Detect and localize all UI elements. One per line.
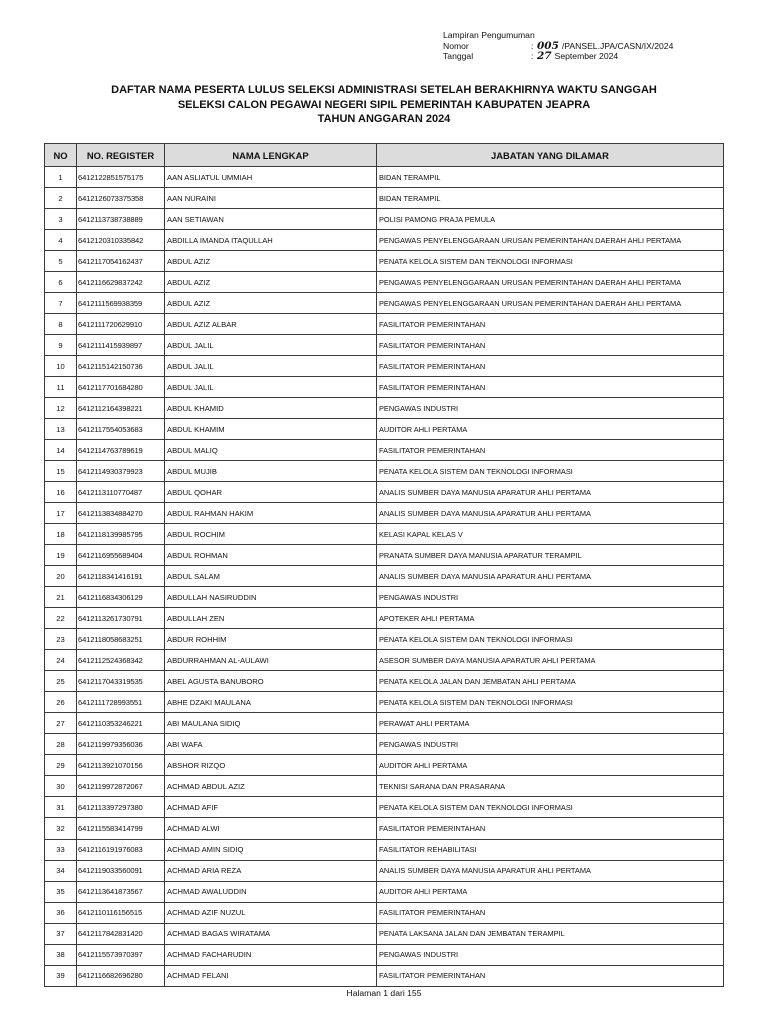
cell-jabatan: PENATA KELOLA SISTEM DAN TEKNOLOGI INFORMASI	[377, 629, 724, 650]
nomor-handwritten: 005	[537, 39, 559, 52]
table-row	[45, 230, 724, 251]
cell-jabatan: POLISI PAMONG PRAJA PEMULA	[377, 209, 724, 230]
cell-no: 23	[45, 629, 77, 650]
table-row	[45, 818, 724, 839]
cell-jabatan: ASESOR SUMBER DAYA MANUSIA APARATUR AHLI PERTAMA	[377, 650, 724, 671]
cell-no: 31	[45, 797, 77, 818]
table-row	[45, 566, 724, 587]
table-row	[45, 398, 724, 419]
cell-nama-lengkap: ABDUL AZIZ ALBAR	[165, 314, 377, 335]
cell-no-register: 6412115142150736	[77, 356, 165, 377]
cell-jabatan: FASILITATOR PEMERINTAHAN	[377, 818, 724, 839]
cell-no: 33	[45, 839, 77, 860]
table-row	[45, 965, 724, 986]
cell-jabatan: FASILITATOR PEMERINTAHAN	[377, 440, 724, 461]
cell-no: 37	[45, 923, 77, 944]
nomor-value: /PANSEL.JPA/CASN/IX/2024	[561, 40, 674, 51]
cell-no: 18	[45, 524, 77, 545]
lampiran-label: Lampiran Pengumuman	[443, 30, 535, 40]
table-row	[45, 251, 724, 272]
cell-no-register: 6412112164398221	[77, 398, 165, 419]
cell-nama-lengkap: ABDILLA IMANDA ITAQULLAH	[165, 230, 377, 251]
cell-jabatan: PENATA KELOLA SISTEM DAN TEKNOLOGI INFORMASI	[377, 251, 724, 272]
table-row	[45, 923, 724, 944]
table-row	[45, 272, 724, 293]
cell-no-register: 6412111720629910	[77, 314, 165, 335]
table-row	[45, 608, 724, 629]
table-row	[45, 461, 724, 482]
lampiran-line	[443, 30, 743, 41]
cell-no: 9	[45, 335, 77, 356]
cell-nama-lengkap: ACHMAD AMIN SIDIQ	[165, 839, 377, 860]
cell-nama-lengkap: ABDUL ROHMAN	[165, 545, 377, 566]
cell-nama-lengkap: ABDUL MUJIB	[165, 461, 377, 482]
cell-no: 30	[45, 776, 77, 797]
table-row	[45, 503, 724, 524]
cell-jabatan: TEKNISI SARANA DAN PRASARANA	[377, 776, 724, 797]
cell-no: 15	[45, 461, 77, 482]
cell-no-register: 6412111415939897	[77, 335, 165, 356]
cell-no-register: 6412113641873567	[77, 881, 165, 902]
cell-jabatan: ANALIS SUMBER DAYA MANUSIA APARATUR AHLI PERTAMA	[377, 482, 724, 503]
cell-nama-lengkap: ABDUL QOHAR	[165, 482, 377, 503]
table-row	[45, 839, 724, 860]
cell-nama-lengkap: ABDUL SALAM	[165, 566, 377, 587]
cell-no: 25	[45, 671, 77, 692]
table-header-row	[45, 144, 724, 167]
nomor-label: Nomor	[443, 40, 469, 51]
cell-nama-lengkap: ABDUL AZIZ	[165, 272, 377, 293]
cell-jabatan: PENATA LAKSANA JALAN DAN JEMBATAN TERAMPIL	[377, 923, 724, 944]
cell-nama-lengkap: ABDUL MALIQ	[165, 440, 377, 461]
cell-no-register: 6412119033560091	[77, 860, 165, 881]
cell-no-register: 6412110116156515	[77, 902, 165, 923]
cell-nama-lengkap: ACHMAD ALWI	[165, 818, 377, 839]
cell-no-register: 6412113261730791	[77, 608, 165, 629]
cell-nama-lengkap: ACHMAD AZIF NUZUL	[165, 902, 377, 923]
cell-jabatan: BIDAN TERAMPIL	[377, 167, 724, 188]
cell-jabatan: FASILITATOR REHABILITASI	[377, 839, 724, 860]
cell-jabatan: PENGAWAS INDUSTRI	[377, 398, 724, 419]
cell-jabatan: PRANATA SUMBER DAYA MANUSIA APARATUR TERAMPIL	[377, 545, 724, 566]
cell-no: 28	[45, 734, 77, 755]
cell-no: 1	[45, 167, 77, 188]
table-row	[45, 356, 724, 377]
table-row	[45, 293, 724, 314]
cell-jabatan: ANALIS SUMBER DAYA MANUSIA APARATUR AHLI PERTAMA	[377, 566, 724, 587]
title-line-2: SELEKSI CALON PEGAWAI NEGERI SIPIL PEMERINTAH KABUPATEN JEAPRA	[177, 98, 591, 111]
cell-jabatan: PENGAWAS INDUSTRI	[377, 587, 724, 608]
cell-no-register: 6412116834306129	[77, 587, 165, 608]
table-row	[45, 734, 724, 755]
cell-no-register: 6412113738738889	[77, 209, 165, 230]
cell-jabatan: PENGAWAS PENYELENGGARAAN URUSAN PEMERINTAHAN DAERAH AHLI PERTAMA	[377, 230, 724, 251]
table-row	[45, 587, 724, 608]
table-row	[45, 797, 724, 818]
table-row	[45, 545, 724, 566]
cell-jabatan: PENGAWAS INDUSTRI	[377, 734, 724, 755]
table-row	[45, 419, 724, 440]
cell-no-register: 6412112524368342	[77, 650, 165, 671]
cell-jabatan: BIDAN TERAMPIL	[377, 188, 724, 209]
title-line-3: TAHUN ANGGARAN 2024	[317, 113, 451, 125]
cell-no: 24	[45, 650, 77, 671]
cell-jabatan: PENATA KELOLA SISTEM DAN TEKNOLOGI INFORMASI	[377, 797, 724, 818]
title-line-1: DAFTAR NAMA PESERTA LULUS SELEKSI ADMINISTRASI SETELAH BERAKHIRNYA WAKTU SANGGAH	[111, 84, 657, 96]
table-row	[45, 335, 724, 356]
table-row	[45, 167, 724, 188]
cell-no-register: 6412126073375358	[77, 188, 165, 209]
cell-no-register: 6412116955689404	[77, 545, 165, 566]
cell-nama-lengkap: ABEL AGUSTA BANUBORO	[165, 671, 377, 692]
cell-no: 16	[45, 482, 77, 503]
cell-jabatan: FASILITATOR PEMERINTAHAN	[377, 314, 724, 335]
cell-no-register: 6412122851575175	[77, 167, 165, 188]
cell-no-register: 6412115583414799	[77, 818, 165, 839]
table-row	[45, 671, 724, 692]
cell-nama-lengkap: ACHMAD AWALUDDIN	[165, 881, 377, 902]
cell-jabatan: AUDITOR AHLI PERTAMA	[377, 755, 724, 776]
cell-no: 26	[45, 692, 77, 713]
cell-no: 29	[45, 755, 77, 776]
cell-jabatan: FASILITATOR PEMERINTAHAN	[377, 356, 724, 377]
cell-no-register: 6412117842831420	[77, 923, 165, 944]
cell-no-register: 6412116191976083	[77, 839, 165, 860]
cell-no: 19	[45, 545, 77, 566]
cell-no-register: 6412111569938359	[77, 293, 165, 314]
cell-no-register: 6412110353246221	[77, 713, 165, 734]
cell-no-register: 6412113834884270	[77, 503, 165, 524]
cell-jabatan: FASILITATOR PEMERINTAHAN	[377, 902, 724, 923]
cell-no: 32	[45, 818, 77, 839]
header-nama-lengkap: NAMA LENGKAP	[165, 144, 377, 167]
cell-no: 6	[45, 272, 77, 293]
cell-nama-lengkap: ACHMAD ARIA REZA	[165, 860, 377, 881]
cell-no: 3	[45, 209, 77, 230]
cell-no-register: 6412113921070156	[77, 755, 165, 776]
cell-jabatan: FASILITATOR PEMERINTAHAN	[377, 377, 724, 398]
cell-no-register: 6412118341416191	[77, 566, 165, 587]
tanggal-line	[443, 51, 743, 62]
table-row	[45, 188, 724, 209]
tanggal-separator: :	[531, 51, 534, 61]
table-row	[45, 776, 724, 797]
cell-no: 13	[45, 419, 77, 440]
cell-no-register: 6412115573970397	[77, 944, 165, 965]
table-row	[45, 377, 724, 398]
cell-no-register: 6412117554053683	[77, 419, 165, 440]
document-title	[0, 83, 768, 127]
tanggal-handwritten: 27	[537, 50, 552, 62]
cell-no: 2	[45, 188, 77, 209]
cell-nama-lengkap: ABHE DZAKI MAULANA	[165, 692, 377, 713]
cell-no-register: 6412111728993551	[77, 692, 165, 713]
cell-no: 7	[45, 293, 77, 314]
cell-no: 35	[45, 881, 77, 902]
cell-no: 36	[45, 902, 77, 923]
cell-no: 10	[45, 356, 77, 377]
cell-nama-lengkap: ABI MAULANA SIDIQ	[165, 713, 377, 734]
cell-no-register: 6412114763789619	[77, 440, 165, 461]
table-row	[45, 881, 724, 902]
cell-jabatan: FASILITATOR PEMERINTAHAN	[377, 335, 724, 356]
cell-no-register: 6412120310335842	[77, 230, 165, 251]
header-no-register: NO. REGISTER	[77, 144, 165, 167]
cell-nama-lengkap: ABDUL JALIL	[165, 356, 377, 377]
cell-no-register: 6412117043319535	[77, 671, 165, 692]
cell-nama-lengkap: ACHMAD FACHARUDIN	[165, 944, 377, 965]
table-row	[45, 944, 724, 965]
cell-jabatan: PERAWAT AHLI PERTAMA	[377, 713, 724, 734]
cell-jabatan: APOTEKER AHLI PERTAMA	[377, 608, 724, 629]
cell-jabatan: KELASI KAPAL KELAS V	[377, 524, 724, 545]
cell-jabatan: ANALIS SUMBER DAYA MANUSIA APARATUR AHLI PERTAMA	[377, 860, 724, 881]
cell-nama-lengkap: ABDUL RAHMAN HAKIM	[165, 503, 377, 524]
cell-no: 12	[45, 398, 77, 419]
table-row	[45, 755, 724, 776]
cell-no-register: 6412118058683251	[77, 629, 165, 650]
announcement-reference	[443, 30, 743, 62]
table-row	[45, 902, 724, 923]
cell-nama-lengkap: ABDURRAHMAN AL-AULAWI	[165, 650, 377, 671]
tanggal-value: September 2024	[554, 51, 619, 61]
table-row	[45, 314, 724, 335]
table-body	[45, 167, 724, 987]
cell-nama-lengkap: ACHMAD BAGAS WIRATAMA	[165, 923, 377, 944]
cell-no-register: 6412114930379923	[77, 461, 165, 482]
cell-nama-lengkap: ABDUL JALIL	[165, 335, 377, 356]
header-no: NO	[45, 144, 77, 167]
cell-no: 14	[45, 440, 77, 461]
cell-no: 11	[45, 377, 77, 398]
cell-jabatan: PENGAWAS INDUSTRI	[377, 944, 724, 965]
cell-no: 4	[45, 230, 77, 251]
cell-jabatan: AUDITOR AHLI PERTAMA	[377, 881, 724, 902]
cell-nama-lengkap: ABDUL KHAMID	[165, 398, 377, 419]
cell-no-register: 6412116682696280	[77, 965, 165, 986]
cell-no: 8	[45, 314, 77, 335]
cell-nama-lengkap: ACHMAD AFIF	[165, 797, 377, 818]
cell-nama-lengkap: AAN ASLIATUL UMMIAH	[165, 167, 377, 188]
table-row	[45, 713, 724, 734]
cell-jabatan: PENGAWAS PENYELENGGARAAN URUSAN PEMERINTAHAN DAERAH AHLI PERTAMA	[377, 272, 724, 293]
table-row	[45, 440, 724, 461]
cell-nama-lengkap: ABDUL JALIL	[165, 377, 377, 398]
nomor-separator: :	[531, 40, 534, 51]
cell-nama-lengkap: ABSHOR RIZQO	[165, 755, 377, 776]
cell-jabatan: AUDITOR AHLI PERTAMA	[377, 419, 724, 440]
cell-jabatan: PENATA KELOLA SISTEM DAN TEKNOLOGI INFORMASI	[377, 692, 724, 713]
cell-no: 17	[45, 503, 77, 524]
nomor-line	[443, 41, 743, 52]
cell-no: 38	[45, 944, 77, 965]
cell-nama-lengkap: ABI WAFA	[165, 734, 377, 755]
cell-nama-lengkap: ABDUL AZIZ	[165, 293, 377, 314]
cell-no-register: 6412113110770487	[77, 482, 165, 503]
cell-no-register: 6412117054162437	[77, 251, 165, 272]
cell-no: 22	[45, 608, 77, 629]
cell-nama-lengkap: ABDUL KHAMIM	[165, 419, 377, 440]
cell-jabatan: ANALIS SUMBER DAYA MANUSIA APARATUR AHLI PERTAMA	[377, 503, 724, 524]
cell-no: 34	[45, 860, 77, 881]
cell-no-register: 6412113397297380	[77, 797, 165, 818]
cell-no: 27	[45, 713, 77, 734]
cell-nama-lengkap: ABDULLAH ZEN	[165, 608, 377, 629]
cell-jabatan: PENATA KELOLA SISTEM DAN TEKNOLOGI INFORMASI	[377, 461, 724, 482]
cell-no: 39	[45, 965, 77, 986]
cell-no-register: 6412117701684280	[77, 377, 165, 398]
cell-nama-lengkap: ACHMAD ABDUL AZIZ	[165, 776, 377, 797]
table-row	[45, 209, 724, 230]
cell-nama-lengkap: ABDUR ROHHIM	[165, 629, 377, 650]
cell-no-register: 6412116629837242	[77, 272, 165, 293]
cell-nama-lengkap: ABDUL AZIZ	[165, 251, 377, 272]
header-jabatan: JABATAN YANG DILAMAR	[377, 144, 724, 167]
cell-nama-lengkap: AAN SETIAWAN	[165, 209, 377, 230]
page-number: Halaman 1 dari 155	[346, 988, 422, 998]
cell-jabatan: PENGAWAS PENYELENGGARAAN URUSAN PEMERINTAHAN DAERAH AHLI PERTAMA	[377, 293, 724, 314]
table-row	[45, 692, 724, 713]
cell-no: 21	[45, 587, 77, 608]
table-row	[45, 629, 724, 650]
tanggal-label: Tanggal	[443, 51, 474, 61]
cell-nama-lengkap: ACHMAD FELANI	[165, 965, 377, 986]
cell-no: 20	[45, 566, 77, 587]
cell-nama-lengkap: AAN NURAINI	[165, 188, 377, 209]
cell-no-register: 6412119979356036	[77, 734, 165, 755]
cell-jabatan: PENATA KELOLA JALAN DAN JEMBATAN AHLI PERTAMA	[377, 671, 724, 692]
cell-no-register: 6412119972872067	[77, 776, 165, 797]
table-row	[45, 482, 724, 503]
participant-table	[44, 143, 724, 987]
cell-nama-lengkap: ABDULLAH NASIRUDDIN	[165, 587, 377, 608]
table-row	[45, 650, 724, 671]
cell-no-register: 6412118139985795	[77, 524, 165, 545]
cell-nama-lengkap: ABDUL ROCHIM	[165, 524, 377, 545]
cell-jabatan: FASILITATOR PEMERINTAHAN	[377, 965, 724, 986]
cell-no: 5	[45, 251, 77, 272]
table-row	[45, 860, 724, 881]
table-row	[45, 524, 724, 545]
